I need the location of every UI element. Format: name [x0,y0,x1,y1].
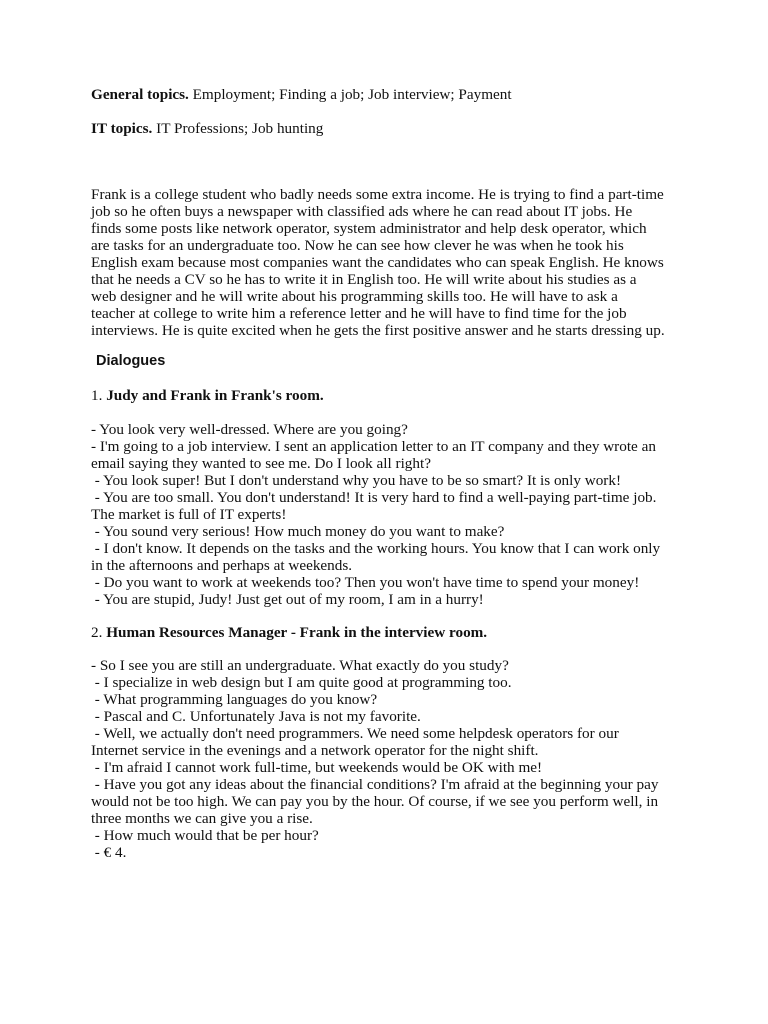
dialogue2-title-text: Human Resources Manager - Frank in the interview room. [106,624,488,641]
paragraph-line: web designer and he will write about his programming skills too. He will have to ask a [91,288,618,305]
dialogue-line: - Pascal and C. Unfortunately Java is not my favorite. [91,708,421,725]
dialogue2-number: 2. [91,624,107,641]
dialogue-line: - You are too small. You don't understand! It is very hard to find a well-paying part-time job. [91,489,657,506]
dialogue-line: - Well, we actually don't need programmers. We need some helpdesk operators for our [91,725,619,742]
paragraph-line: are tasks for an undergraduate too. Now he can see how clever he was when he took his [91,237,624,254]
dialogue2-title [91,624,687,641]
general-topics-text: Employment; Finding a job; Job interview; Payment [188,86,512,103]
dialogue-line: - I specialize in web design but I am quite good at programming too. [91,674,512,691]
dialogue2-body [91,657,687,861]
paragraph-line: job so he often buys a newspaper with classified ads where he can read about IT jobs. He [91,203,633,220]
dialogue-line: The market is full of IT experts! [91,506,287,523]
paragraph-line: English exam because most companies want the candidates who can speak English. He knows [91,254,664,271]
dialogue-line: - Have you got any ideas about the financial conditions? I'm afraid at the beginning your pay [91,776,659,793]
dialogue-line: would not be too high. We can pay you by the hour. Of course, if we see you perform well, in [91,793,659,810]
paragraph-line: that he needs a CV so he has to write it in English too. He will write about his studies as a [91,271,637,288]
dialogue-line: - How much would that be per hour? [91,827,319,844]
dialogue-line: - You sound very serious! How much money do you want to make? [91,523,505,540]
dialogue1-title-text: Judy and Frank in Frank's room. [106,387,324,404]
dialogue1-title [91,387,687,404]
it-topics-text: IT Professions; Job hunting [152,120,324,137]
dialogue-line: - What programming languages do you know? [91,691,378,708]
intro-paragraph [91,186,687,339]
dialogue-line: email saying they wanted to see me. Do I look all right? [91,455,431,472]
dialogue-line: - You look super! But I don't understand why you have to be so smart? It is only work! [91,472,622,489]
dialogue-line: - You are stupid, Judy! Just get out of my room, I am in a hurry! [91,591,484,608]
dialogue-line: three months we can give you a rise. [91,810,313,827]
general-topics-line [91,86,687,103]
paragraph-line: interviews. He is quite excited when he gets the first positive answer and he starts dressing up. [91,322,665,339]
dialogue-line: - I don't know. It depends on the tasks and the working hours. You know that I can work only [91,540,661,557]
paragraph-line: teacher at college to write him a reference letter and he will have to find time for the job [91,305,627,322]
paragraph-line: Frank is a college student who badly needs some extra income. He is trying to find a part-time [91,186,664,203]
dialogue-line: - Do you want to work at weekends too? Then you won't have time to spend your money! [91,574,640,591]
dialogue-line: Internet service in the evenings and a network operator for the night shift. [91,742,539,759]
it-topics-line [91,120,687,137]
dialogue1-number: 1. [91,387,107,404]
dialogue-line: - € 4. [91,844,127,861]
dialogue-line: - I'm afraid I cannot work full-time, but weekends would be OK with me! [91,759,543,776]
dialogue-line: - I'm going to a job interview. I sent an application letter to an IT company and they wrote an [91,438,656,455]
dialogue-line: - You look very well-dressed. Where are you going? [91,421,408,438]
dialogue-line: in the afternoons and perhaps at weekends. [91,557,353,574]
paragraph-line: finds some posts like network operator, system administrator and help desk operator, which [91,220,647,237]
general-topics-label: General topics. [91,86,189,103]
dialogues-heading: Dialogues [96,353,166,369]
dialogue1-body [91,421,687,608]
dialogue-line: - So I see you are still an undergraduate. What exactly do you study? [91,657,509,674]
it-topics-label: IT topics. [91,120,153,137]
